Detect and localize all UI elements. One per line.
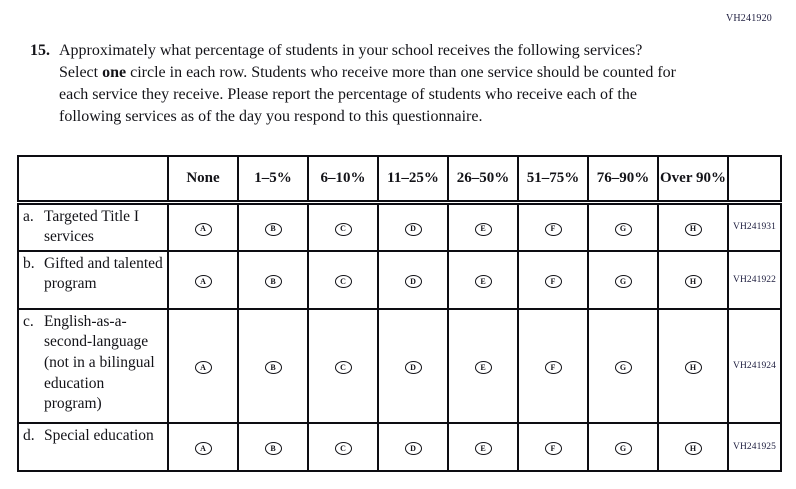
answer-circle[interactable]: A bbox=[195, 361, 212, 374]
answer-circle[interactable]: H bbox=[685, 223, 702, 236]
table-row-a bbox=[18, 202, 781, 251]
answer-circle[interactable]: C bbox=[335, 275, 352, 288]
answer-cell bbox=[378, 423, 448, 471]
answer-cell bbox=[378, 202, 448, 251]
answer-cell bbox=[448, 251, 518, 309]
row-prefix: a. bbox=[23, 207, 34, 225]
answer-cell bbox=[378, 309, 448, 423]
answer-circle[interactable]: B bbox=[265, 275, 282, 288]
answer-cell bbox=[588, 309, 658, 423]
row-label-cell bbox=[18, 202, 168, 251]
row-prefix: c. bbox=[23, 312, 34, 330]
answer-circle[interactable]: D bbox=[405, 442, 422, 455]
header-blank bbox=[18, 156, 168, 202]
item-code: VH241922 bbox=[728, 251, 781, 309]
answer-circle[interactable]: E bbox=[475, 223, 492, 236]
answer-circle[interactable]: C bbox=[335, 361, 352, 374]
answer-cell bbox=[238, 423, 308, 471]
answer-circle[interactable]: B bbox=[265, 223, 282, 236]
answer-circle[interactable]: G bbox=[615, 223, 632, 236]
row-label: Gifted and talented program bbox=[44, 254, 163, 293]
header-1-5: 1–5% bbox=[238, 156, 308, 202]
answer-cell bbox=[308, 309, 378, 423]
answer-circle[interactable]: E bbox=[475, 442, 492, 455]
answer-circle[interactable]: H bbox=[685, 275, 702, 288]
answer-cell bbox=[658, 202, 728, 251]
answer-circle[interactable]: F bbox=[545, 442, 562, 455]
question-bold-word: one bbox=[102, 64, 127, 82]
header-none: None bbox=[168, 156, 238, 202]
answer-circle[interactable]: C bbox=[335, 442, 352, 455]
answer-cell bbox=[238, 309, 308, 423]
row-prefix: d. bbox=[23, 426, 35, 444]
header-51-75: 51–75% bbox=[518, 156, 588, 202]
answer-circle[interactable]: D bbox=[405, 361, 422, 374]
answer-circle[interactable]: D bbox=[405, 223, 422, 236]
answer-circle[interactable]: A bbox=[195, 442, 212, 455]
table-row-c bbox=[18, 309, 781, 423]
answer-circle[interactable]: A bbox=[195, 275, 212, 288]
answer-circle[interactable]: F bbox=[545, 223, 562, 236]
answer-circle[interactable]: F bbox=[545, 361, 562, 374]
question-text-part1: Approximately what percentage of students in your school receives the following services? Select bbox=[59, 42, 643, 82]
response-grid bbox=[17, 155, 782, 472]
item-code: VH241924 bbox=[728, 309, 781, 423]
answer-cell bbox=[658, 423, 728, 471]
header-76-90: 76–90% bbox=[588, 156, 658, 202]
answer-cell bbox=[168, 251, 238, 309]
question-text-part2: circle in each row. Students who receive more than one service should be counted for each service they receive. Please report the percentage of students who receive each of the following services as of the day you respond to this questionnaire. bbox=[59, 64, 676, 126]
answer-cell bbox=[448, 309, 518, 423]
answer-cell bbox=[658, 309, 728, 423]
answer-cell bbox=[658, 251, 728, 309]
header-11-25: 11–25% bbox=[378, 156, 448, 202]
answer-cell bbox=[168, 309, 238, 423]
answer-cell bbox=[448, 423, 518, 471]
answer-circle[interactable]: B bbox=[265, 361, 282, 374]
header-26-50: 26–50% bbox=[448, 156, 518, 202]
answer-circle[interactable]: A bbox=[195, 223, 212, 236]
answer-circle[interactable]: D bbox=[405, 275, 422, 288]
answer-cell bbox=[308, 423, 378, 471]
answer-cell bbox=[588, 423, 658, 471]
answer-circle[interactable]: C bbox=[335, 223, 352, 236]
page-accession-code: VH241920 bbox=[725, 13, 772, 24]
answer-circle[interactable]: E bbox=[475, 275, 492, 288]
row-prefix: b. bbox=[23, 254, 35, 272]
answer-cell bbox=[518, 202, 588, 251]
item-code: VH241925 bbox=[728, 423, 781, 471]
question-number: 15. bbox=[30, 42, 50, 59]
row-label: Special education bbox=[44, 426, 154, 444]
answer-circle[interactable]: F bbox=[545, 275, 562, 288]
answer-cell bbox=[238, 202, 308, 251]
table-row-b bbox=[18, 251, 781, 309]
question-text bbox=[30, 40, 682, 128]
answer-circle[interactable]: G bbox=[615, 442, 632, 455]
row-label: English-as-a-second-language (not in a bilingual education program) bbox=[44, 312, 155, 413]
row-label-cell bbox=[18, 309, 168, 423]
answer-cell bbox=[168, 202, 238, 251]
answer-circle[interactable]: B bbox=[265, 442, 282, 455]
answer-cell bbox=[308, 251, 378, 309]
row-label-cell bbox=[18, 251, 168, 309]
answer-cell bbox=[588, 202, 658, 251]
answer-circle[interactable]: H bbox=[685, 442, 702, 455]
table-row-d bbox=[18, 423, 781, 471]
answer-cell bbox=[518, 423, 588, 471]
answer-cell bbox=[308, 202, 378, 251]
answer-cell bbox=[238, 251, 308, 309]
answer-circle[interactable]: H bbox=[685, 361, 702, 374]
header-code-blank bbox=[728, 156, 781, 202]
header-row bbox=[18, 156, 781, 202]
header-over-90: Over 90% bbox=[658, 156, 728, 202]
answer-circle[interactable]: E bbox=[475, 361, 492, 374]
answer-cell bbox=[518, 251, 588, 309]
answer-cell bbox=[168, 423, 238, 471]
answer-circle[interactable]: G bbox=[615, 275, 632, 288]
answer-circle[interactable]: G bbox=[615, 361, 632, 374]
answer-cell bbox=[378, 251, 448, 309]
header-6-10: 6–10% bbox=[308, 156, 378, 202]
question-block bbox=[30, 40, 682, 128]
answer-cell bbox=[448, 202, 518, 251]
answer-cell bbox=[588, 251, 658, 309]
item-code: VH241931 bbox=[728, 202, 781, 251]
answer-cell bbox=[518, 309, 588, 423]
row-label: Targeted Title I services bbox=[44, 207, 140, 246]
row-label-cell bbox=[18, 423, 168, 471]
